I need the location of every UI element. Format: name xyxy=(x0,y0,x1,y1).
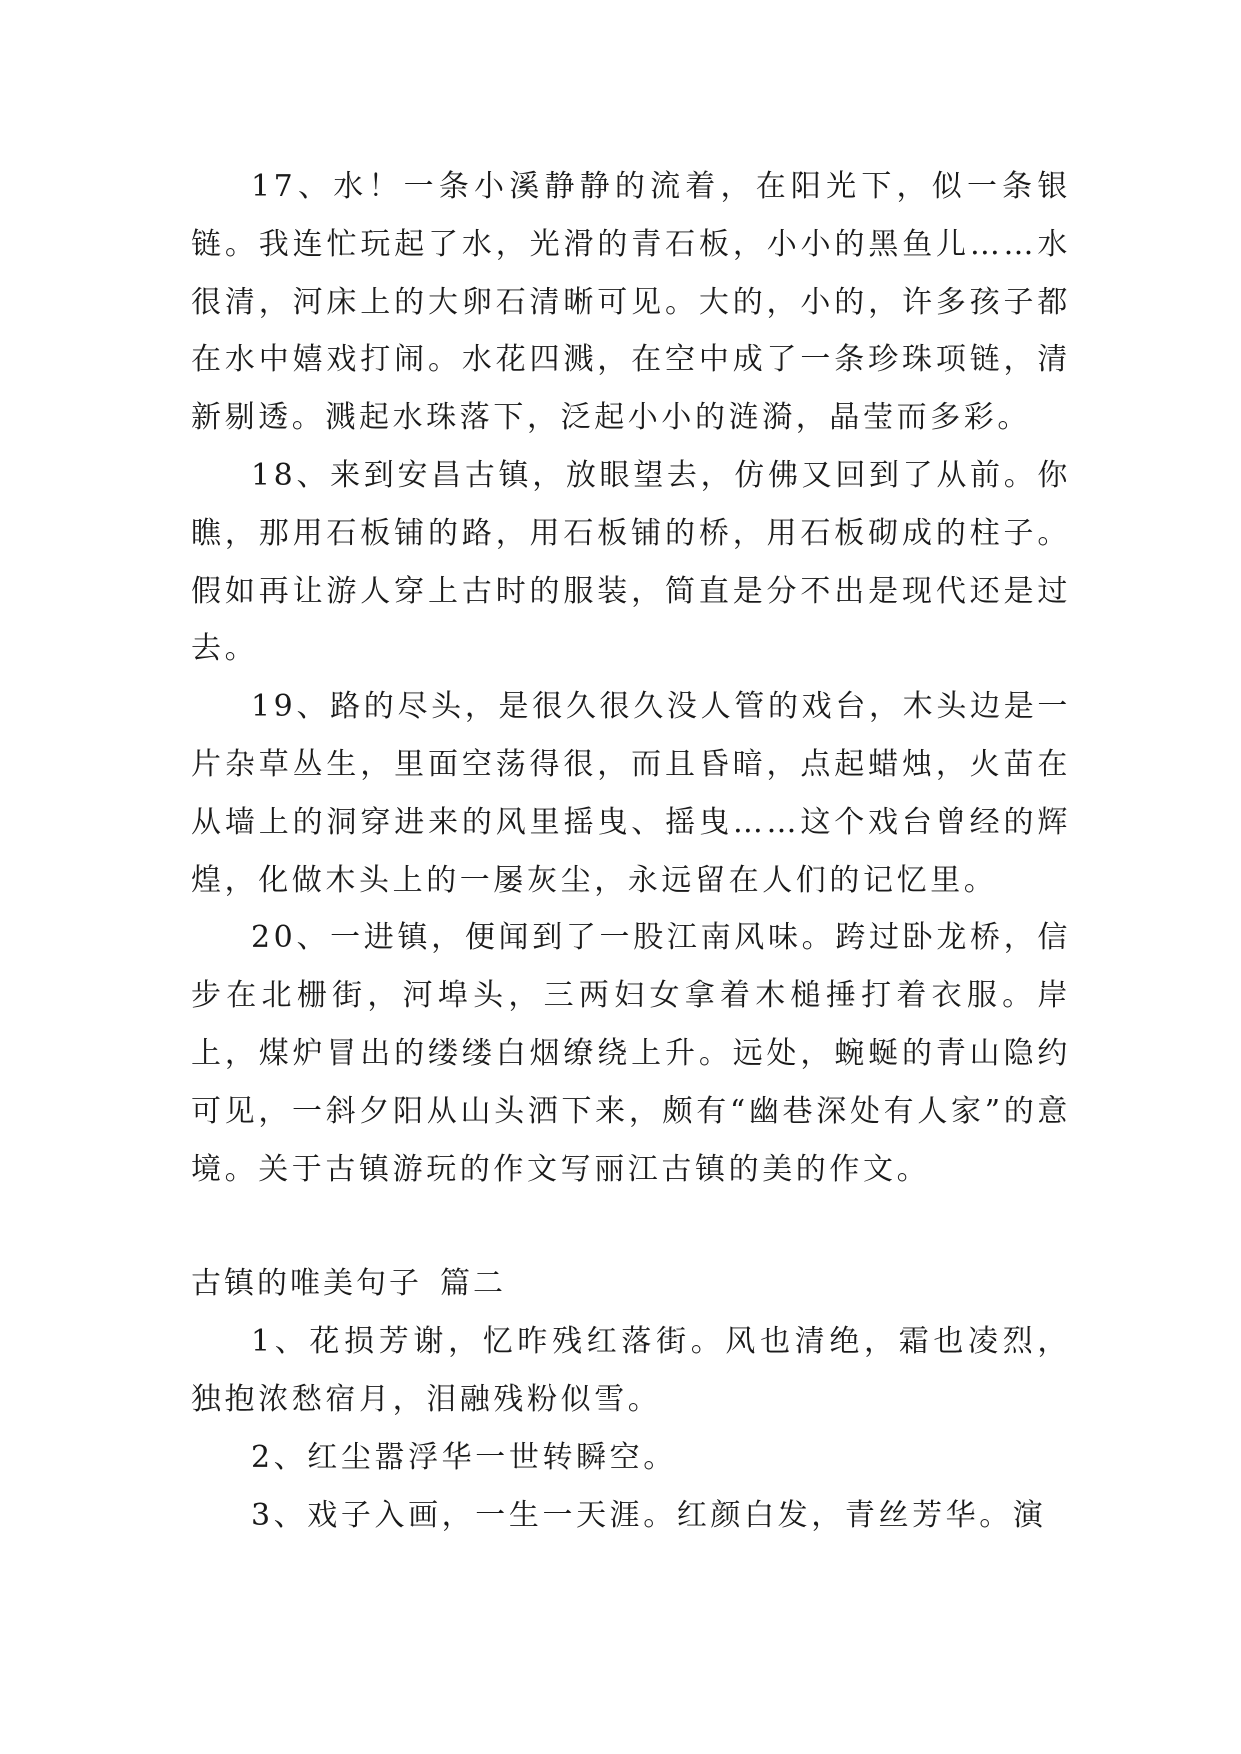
paragraph-17: 17、水！一条小溪静静的流着，在阳光下，似一条银链。我连忙玩起了水，光滑的青石板，小小的黑鱼儿……水很清，河床上的大卵石清晰可见。大的，小的，许多孩子都在水中嬉戏打闹。水花四溅，在空中成了一条珍珠项链，清新剔透。溅起水珠落下，泛起小小的涟漪，晶莹而多彩。 xyxy=(191,169,1071,436)
paragraph-3: 3、戏子入画，一生一天涯。红颜白发，青丝芳华。演 xyxy=(251,1497,1047,1533)
paragraph-1: 1、花损芳谢，忆昨残红落街。风也清绝，霜也凌烈，独抱浓愁宿月，泪融残粉似雪。 xyxy=(191,1324,1071,1417)
paragraph-20: 20、一进镇，便闻到了一股江南风味。跨过卧龙桥，信步在北栅街，河埠头，三两妇女拿着木槌捶打着衣服。岸上，煤炉冒出的缕缕白烟缭绕上升。远处，蜿蜒的青山隐约可见，一斜夕阳从山头洒下来，颇有“幽巷深处有人家”的意境。关于古镇游玩的作文写丽江古镇的美的作文。 xyxy=(191,920,1071,1187)
section-heading-part: 篇二 xyxy=(440,1266,506,1302)
section-heading-title: 古镇的唯美句子 xyxy=(191,1266,422,1302)
paragraph-19: 19、路的尽头，是很久很久没人管的戏台，木头边是一片杂草丛生，里面空荡得很，而且昏暗，点起蜡烛，火苗在从墙上的洞穿进来的风里摇曳、摇曳……这个戏台曾经的辉煌，化做木头上的一屡灰尘，永远留在人们的记忆里。 xyxy=(191,689,1071,898)
paragraph-18: 18、来到安昌古镇，放眼望去，仿佛又回到了从前。你瞧，那用石板铺的路，用石板铺的桥，用石板砌成的柱子。假如再让游人穿上古时的服装，简直是分不出是现代还是过去。 xyxy=(191,457,1071,667)
paragraph-2: 2、红尘嚣浮华一世转瞬空。 xyxy=(251,1439,677,1475)
document-body xyxy=(191,158,1071,1544)
section-heading xyxy=(191,1255,1071,1313)
